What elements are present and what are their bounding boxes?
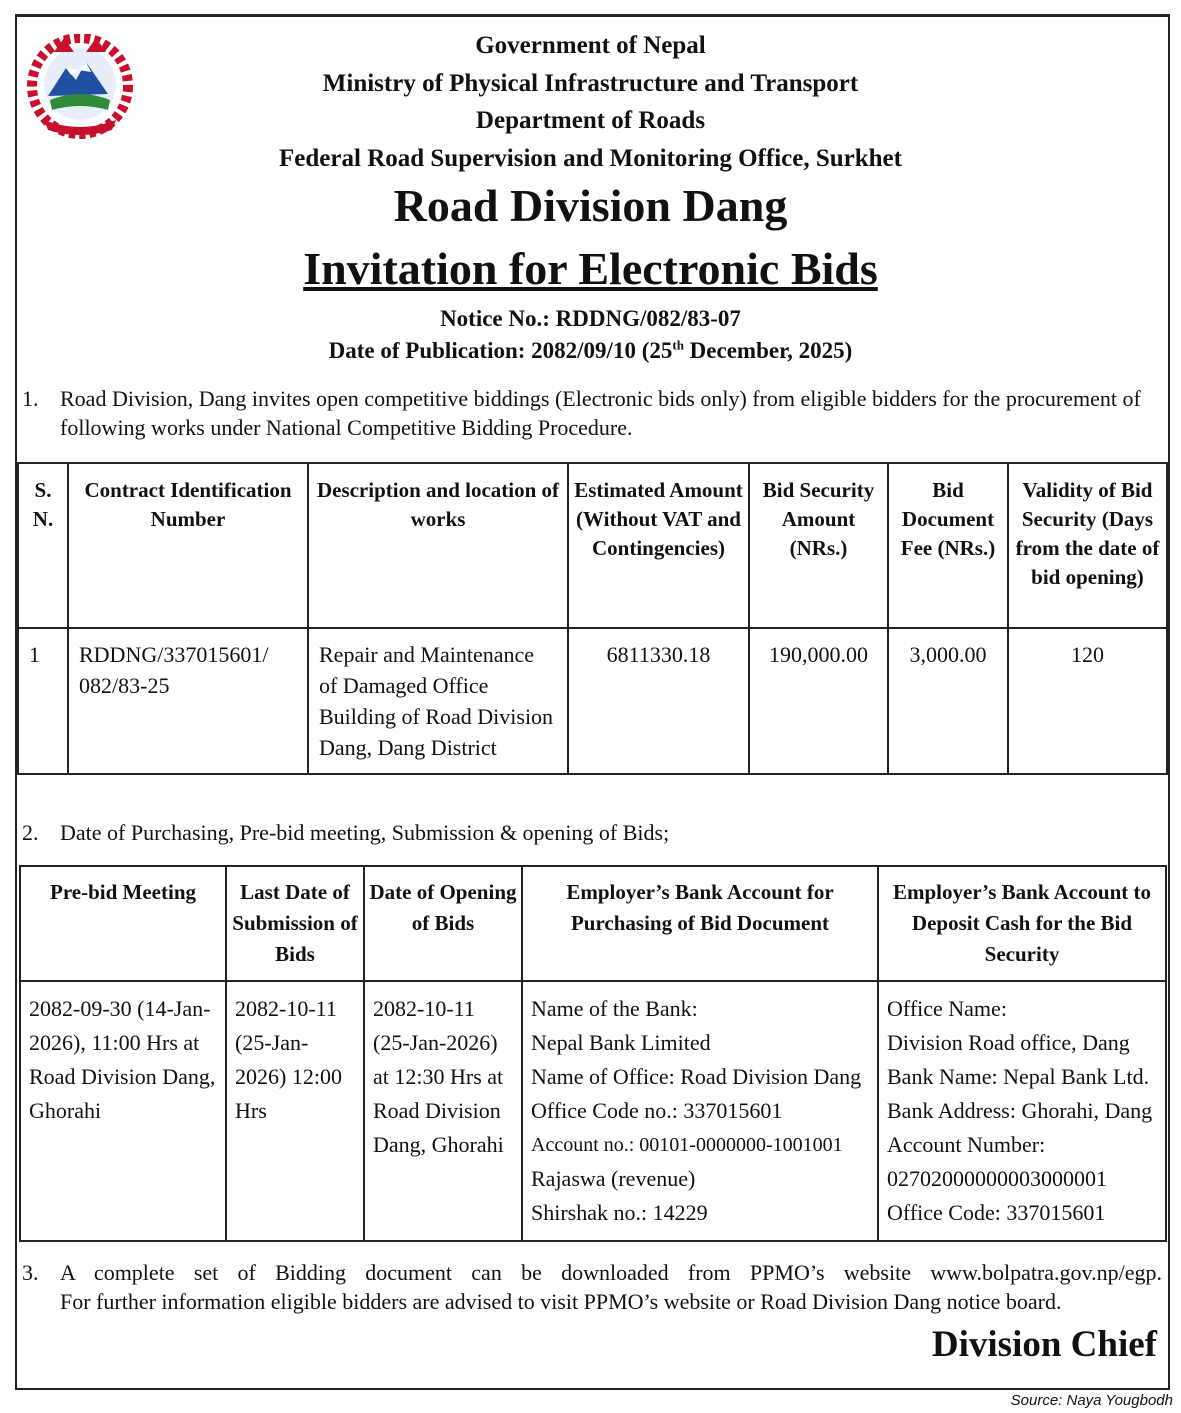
col-prebid: Pre-bid Meeting <box>20 866 226 981</box>
source-credit: Source: Naya Yougbodh <box>1010 1392 1173 1409</box>
cell-bid-security: 190,000.00 <box>749 628 888 774</box>
paragraph-3: 3. A complete set of Bidding document can be downloaded from PPMO’s website www.bolpatra.gov.np/egp. For further information eligible bidders are advised to visit PPMO’s website or Road Division Dang notice board. <box>22 1260 1162 1314</box>
notice-number: Notice No.: RDDNG/082/83-07 <box>440 306 741 331</box>
cell-doc-fee: 3,000.00 <box>888 628 1008 774</box>
bank-line: Office Code: 337015601 <box>887 1200 1106 1225</box>
bank-line: Office Name: <box>887 996 1007 1021</box>
col-validity: Validity of Bid Security (Days from the date of bid opening) <box>1008 463 1167 628</box>
table-row <box>18 628 1167 774</box>
ministry-line: Ministry of Physical Infrastructure and Transport <box>322 70 859 97</box>
bank-line: Office Code no.: 337015601 <box>531 1098 783 1123</box>
works-table <box>17 462 1168 775</box>
bolpatra-link[interactable]: www.bolpatra.gov.np/egp <box>930 1260 1157 1285</box>
bank-line: Bank Name: Nepal Bank Ltd. <box>887 1064 1150 1089</box>
cell-validity: 120 <box>1008 628 1167 774</box>
gov-line: Government of Nepal <box>475 32 706 59</box>
cell-security-account <box>878 981 1166 1241</box>
bank-line: Bank Address: Ghorahi, Dang <box>887 1098 1153 1123</box>
bank-line: Nepal Bank Limited <box>531 1030 711 1055</box>
col-opening: Date of Opening of Bids <box>364 866 522 981</box>
bank-line: 02702000000003000001 <box>887 1166 1107 1191</box>
cell-contract-id: RDDNG/337015601/ 082/83-25 <box>68 628 308 774</box>
lower-section <box>0 818 1181 1366</box>
paragraph-1: 1. Road Division, Dang invites open competitive biddings (Electronic bids only) from eligible bidders for the procurement of following works under National Competitive Bidding Procedure. <box>22 386 1141 440</box>
bank-line: Name of the Bank: <box>531 996 698 1021</box>
col-purchase-account: Employer’s Bank Account for Purchasing of Bid Document <box>522 866 878 981</box>
cell-estimated-amount: 6811330.18 <box>568 628 749 774</box>
bank-line: Account Number: <box>887 1132 1046 1157</box>
cell-prebid: 2082-09-30 (14-Jan-2026), 11:00 Hrs at Road Division Dang, Ghorahi <box>20 981 226 1241</box>
page-title: Invitation for Electronic Bids <box>303 243 878 294</box>
cell-submission: 2082-10-11 (25-Jan-2026) 12:00 Hrs <box>226 981 364 1241</box>
col-doc-fee: Bid Document Fee (NRs.) <box>888 463 1008 628</box>
paragraph-2: 2. Date of Purchasing, Pre-bid meeting, Submission & opening of Bids; <box>22 820 670 845</box>
cell-description: Repair and Maintenance of Damaged Office Building of Road Division Dang, Dang District <box>308 628 568 774</box>
bank-line: Shirshak no.: 14229 <box>531 1200 708 1225</box>
cell-sn: 1 <box>18 628 68 774</box>
federal-office-line: Federal Road Supervision and Monitoring Office, Surkhet <box>279 145 902 172</box>
bank-line: Name of Office: Road Division Dang <box>531 1064 862 1089</box>
office-title: Road Division Dang <box>393 180 788 231</box>
bank-line: Rajaswa (revenue) <box>531 1166 696 1191</box>
col-security-account: Employer’s Bank Account to Deposit Cash for the Bid Security <box>878 866 1166 981</box>
schedule-table <box>19 865 1167 1242</box>
col-contract-id: Contract Identification Number <box>68 463 308 628</box>
publication-date: Date of Publication: 2082/09/10 (25th December, 2025) <box>328 337 853 363</box>
cell-opening: 2082-10-11 (25-Jan-2026) at 12:30 Hrs at Road Division Dang, Ghorahi <box>364 981 522 1241</box>
col-submission: Last Date of Submission of Bids <box>226 866 364 981</box>
table-row <box>20 981 1166 1241</box>
signature-division-chief: Division Chief <box>931 1324 1157 1365</box>
col-description: Description and location of works <box>308 463 568 628</box>
department-line: Department of Roads <box>475 107 706 134</box>
col-estimated-amount: Estimated Amount (Without VAT and Contingencies) <box>568 463 749 628</box>
bank-line: Account no.: 00101-0000000-1001001 <box>531 1134 843 1156</box>
col-bid-security: Bid Security Amount (NRs.) <box>749 463 888 628</box>
col-sn: S. N. <box>18 463 68 628</box>
cell-purchase-account <box>522 981 878 1241</box>
bank-line: Division Road office, Dang <box>887 1030 1130 1055</box>
